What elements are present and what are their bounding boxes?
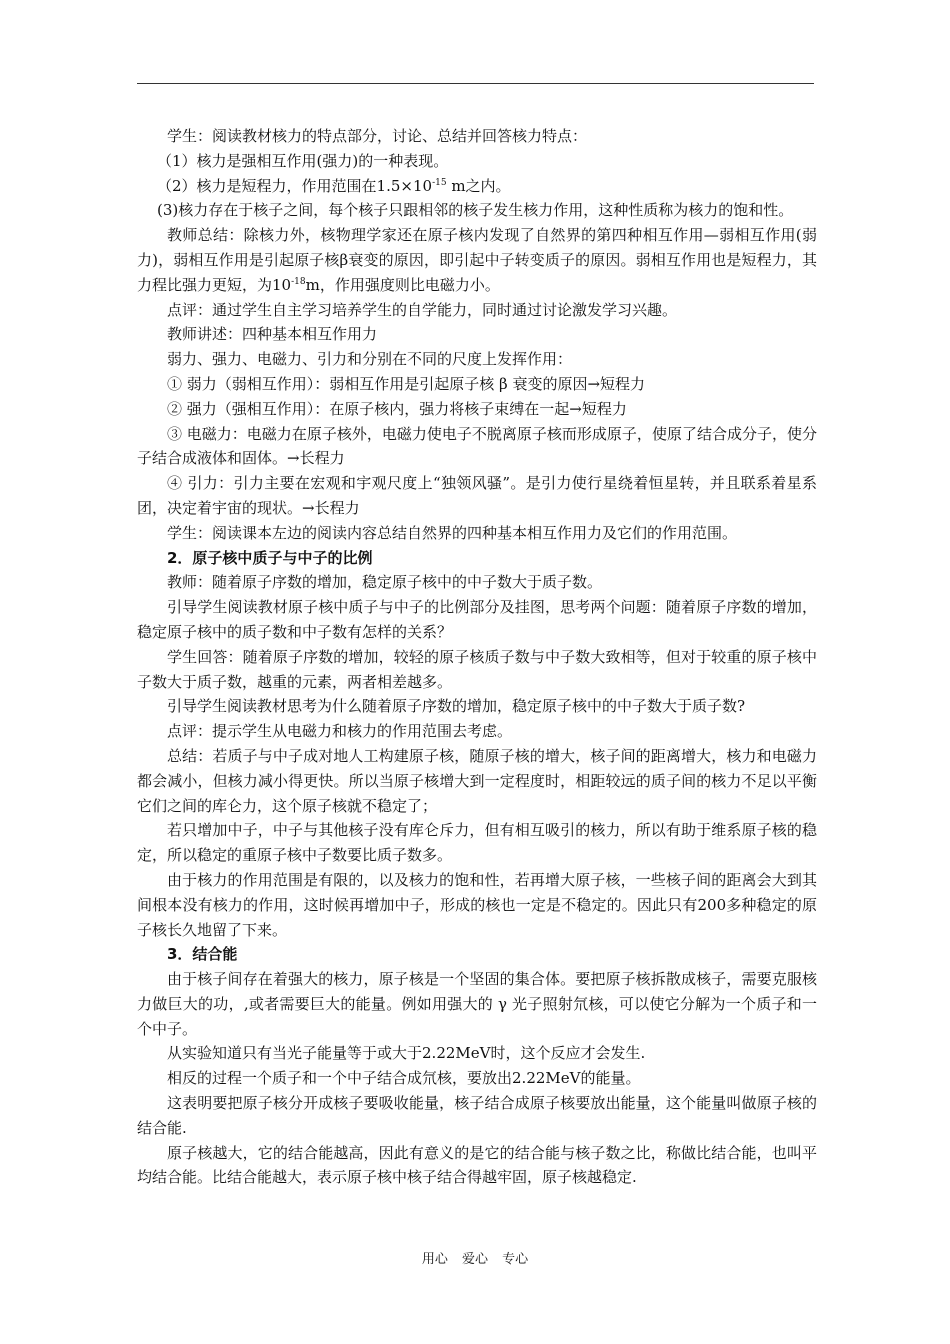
paragraph: (3)核力存在于核子之间，每个核子只跟相邻的核子发生核力作用，这种性质称为核力的饱和性。 xyxy=(157,201,794,220)
paragraph: 相反的过程一个质子和一个中子结合成氘核，要放出2.22MeV的能量。 xyxy=(167,1069,641,1088)
superscript: -15 xyxy=(432,177,447,188)
paragraph: ③ 电磁力：电磁力在原子核外，电磁力使电子不脱离原子核而形成原子，使原了结合成分子，使分子结合成液体和固体。→长程力 xyxy=(137,424,817,468)
paragraph: 若只增加中子，中子与其他核子没有库仑斥力，但有相互吸引的核力，所以有助于维系原子核的稳定，所以稳定的重原子核中子数要比质子数多。 xyxy=(137,821,817,865)
top-rule xyxy=(137,83,814,84)
section-heading: 2．原子核中质子与中子的比例 xyxy=(167,548,373,567)
paragraph: 由于核子间存在着强大的核力，原子核是一个坚固的集合体。要把原子核拆散成核子，需要克服核力做巨大的功，,或者需要巨大的能量。例如用强大的 γ 光子照射氘核，可以使它分解为一个质子和一个中子。 xyxy=(137,970,817,1038)
paragraph xyxy=(137,223,817,297)
paragraph: 学生回答：随着原子序数的增加，较轻的原子核质子数与中子数大致相等，但对于较重的原子核中子数大于质子数，越重的元素，两者相差越多。 xyxy=(137,647,817,691)
paragraph xyxy=(137,174,817,199)
paragraph: ① 弱力（弱相互作用）：弱相互作用是引起原子核 β 衰变的原因→短程力 xyxy=(167,374,646,393)
text-run: m之内。 xyxy=(446,176,511,195)
paragraph: 学生：阅读课本左边的阅读内容总结自然界的四种基本相互作用力及它们的作用范围。 xyxy=(167,523,738,542)
page-footer: 用心 爱心 专心 xyxy=(421,1252,529,1267)
document-body xyxy=(137,124,817,1190)
paragraph: 教师：随着原子序数的增加，稳定原子核中的中子数大于质子数。 xyxy=(167,573,603,592)
paragraph: ② 强力（强相互作用）：在原子核内，强力将核子束缚在一起→短程力 xyxy=(167,399,627,418)
paragraph: 点评：通过学生自主学习培养学生的自学能力，同时通过讨论激发学习兴趣。 xyxy=(167,300,678,319)
text-run: （2）核力是短程力，作用范围在1.5×10 xyxy=(157,176,433,195)
paragraph: 弱力、强力、电磁力、引力和分别在不同的尺度上发挥作用： xyxy=(167,350,573,369)
paragraph: ④ 引力：引力主要在宏观和宇观尺度上“独领风骚”。是引力使行星绕着恒星转，并且联系着星系团，决定着宇宙的现状。→长程力 xyxy=(137,474,817,517)
section-heading: 3．结合能 xyxy=(167,945,238,964)
text-run: m，作用强度则比电磁力小。 xyxy=(305,275,500,294)
paragraph: 这表明要把原子核分开成核子要吸收能量，核子结合成原子核要放出能量，这个能量叫做原子核的结合能. xyxy=(137,1094,817,1137)
paragraph: 教师讲述：四种基本相互作用力 xyxy=(167,325,378,344)
paragraph: 原子核越大，它的结合能越高，因此有意义的是它的结合能与核子数之比，称做比结合能，也叫平均结合能。比结合能越大，表示原子核中核子结合得越牢固，原子核越稳定. xyxy=(137,1143,817,1187)
paragraph: 总结：若质子与中子成对地人工构建原子核，随原子核的增大，核子间的距离增大，核力和电磁力都会减小，但核力减小得更快。所以当原子核增大到一定程度时，相距较远的质子间的核力不足以平衡它们之间的库仑力，这个原子核就不稳定了； xyxy=(137,746,817,815)
paragraph: 点评：提示学生从电磁力和核力的作用范围去考虑。 xyxy=(167,722,513,741)
paragraph: 学生：阅读教材核力的特点部分，讨论、总结并回答核力特点： xyxy=(167,127,588,145)
text-run: 教师总结：除核力外，核物理学家还在原子核内发现了自然界的第四种相互作用—弱相互作用(弱力)，弱相互作用是引起原子核β衰变的原因，即引起中子转变质子的原因。弱相互作用也是短程力，其力程比强力更短，为10 xyxy=(137,226,817,294)
paragraph: 由于核力的作用范围是有限的，以及核力的饱和性，若再增大原子核，一些核子间的距离会大到其间根本没有核力的作用，这时候再增加中子，形成的核也一定是不稳定的。因此只有200多种稳定的原子核长久地留了下来。 xyxy=(137,870,817,939)
paragraph: 引导学生阅读教材原子核中质子与中子的比例部分及挂图，思考两个问题：随着原子序数的增加，稳定原子核中的质子数和中子数有怎样的关系？ xyxy=(137,598,817,641)
paragraph: 从实验知道只有当光子能量等于或大于2.22MeV时，这个反应才会发生. xyxy=(167,1044,646,1063)
superscript: -18 xyxy=(291,276,306,287)
paragraph: 引导学生阅读教材思考为什么随着原子序数的增加，稳定原子核中的中子数大于质子数? xyxy=(167,697,746,716)
paragraph: （1）核力是强相互作用(强力)的一种表现。 xyxy=(157,151,449,170)
